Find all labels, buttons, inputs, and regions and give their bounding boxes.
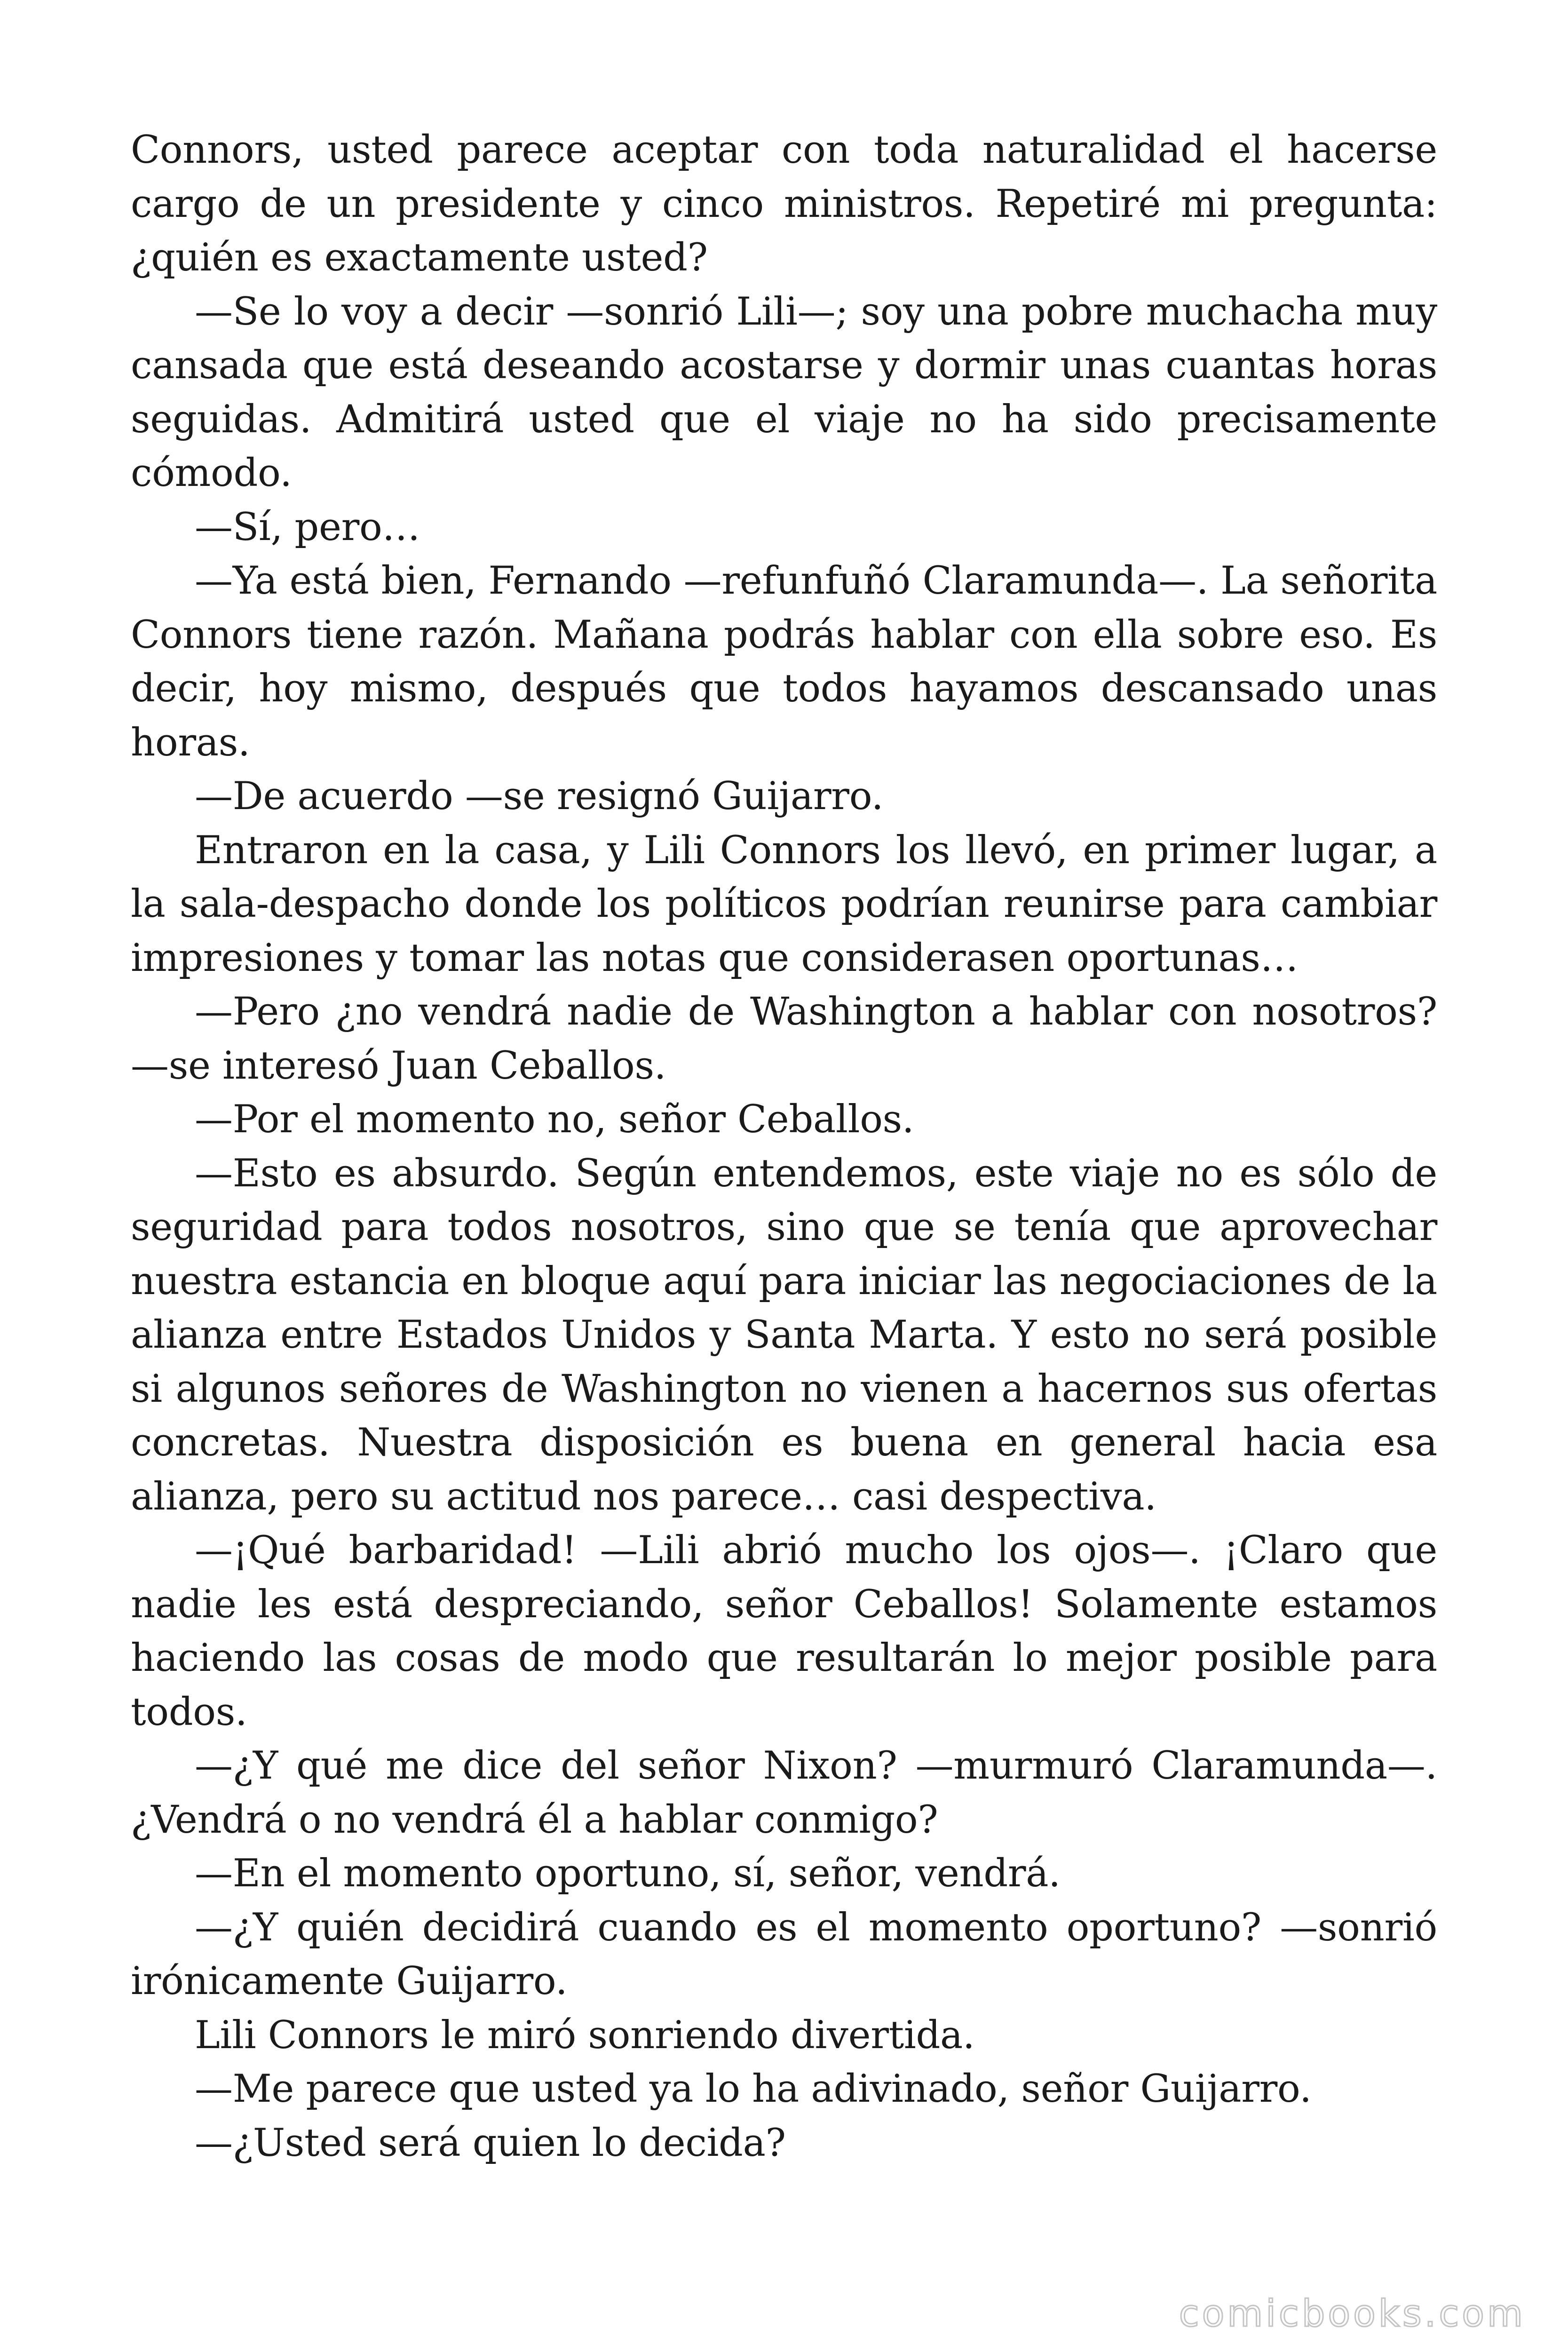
- paragraph: —En el momento oportuno, sí, señor, vendrá.: [195, 1851, 1061, 1896]
- body-text: [131, 123, 1437, 2170]
- paragraph: Connors, usted parece aceptar con toda naturalidad el hacerse cargo de un presidente y cinco ministros. Repetiré mi pregunta: ¿quién es exactamente usted?: [131, 128, 1437, 280]
- paragraph: —Por el momento no, señor Ceballos.: [195, 1097, 914, 1142]
- paragraph: —¿Y quién decidirá cuando es el momento oportuno? —sonrió irónicamente Guijarro.: [131, 1905, 1437, 2003]
- watermark: comicbooks.com: [1179, 2293, 1526, 2335]
- paragraph: —Sí, pero…: [195, 505, 420, 549]
- paragraph: —Ya está bien, Fernando —refunfuñó Claramunda—. La señorita Connors tiene razón. Mañana podrás hablar con ella sobre eso. Es decir, hoy mismo, después que todos hayamos descansado unas horas.: [131, 559, 1437, 765]
- paragraph: —¿Usted será quien lo decida?: [195, 2121, 786, 2165]
- paragraph: —Se lo voy a decir —sonrió Lili—; soy una pobre muchacha muy cansada que está deseando acostarse y dormir unas cuantas horas seguidas. Admitirá usted que el viaje no ha sido precisamente cómodo.: [131, 289, 1437, 495]
- paragraph: —¿Y qué me dice del señor Nixon? —murmuró Claramunda—. ¿Vendrá o no vendrá él a hablar conmigo?: [131, 1744, 1437, 1842]
- paragraph: —Esto es absurdo. Según entendemos, este viaje no es sólo de seguridad para todos nosotros, sino que se tenía que aprovechar nuestra estancia en bloque aquí para iniciar las negociaciones de la alianza entre Estados Unidos y Santa Marta. Y esto no será posible si algunos señores de Washington no vienen a hacernos sus ofertas concretas. Nuestra disposición es buena en general hacia esa alianza, pero su actitud nos parece… casi despectiva.: [131, 1151, 1437, 1519]
- paragraph: Entraron en la casa, y Lili Connors los llevó, en primer lugar, a la sala-despacho donde los políticos podrían reunirse para cambiar impresiones y tomar las notas que considerasen oportunas…: [131, 828, 1437, 980]
- paragraph: —¡Qué barbaridad! —Lili abrió mucho los ojos—. ¡Claro que nadie les está despreciando, señor Ceballos! Solamente estamos haciendo las cosas de modo que resultarán lo mejor posible para todos.: [131, 1528, 1437, 1734]
- paragraph: Lili Connors le miró sonriendo divertida.: [195, 2013, 975, 2058]
- paragraph: —Pero ¿no vendrá nadie de Washington a hablar con nosotros? —se interesó Juan Ceballos.: [131, 990, 1437, 1088]
- paragraph: —Me parece que usted ya lo ha adivinado, señor Guijarro.: [195, 2067, 1312, 2111]
- paragraph: —De acuerdo —se resignó Guijarro.: [195, 774, 884, 818]
